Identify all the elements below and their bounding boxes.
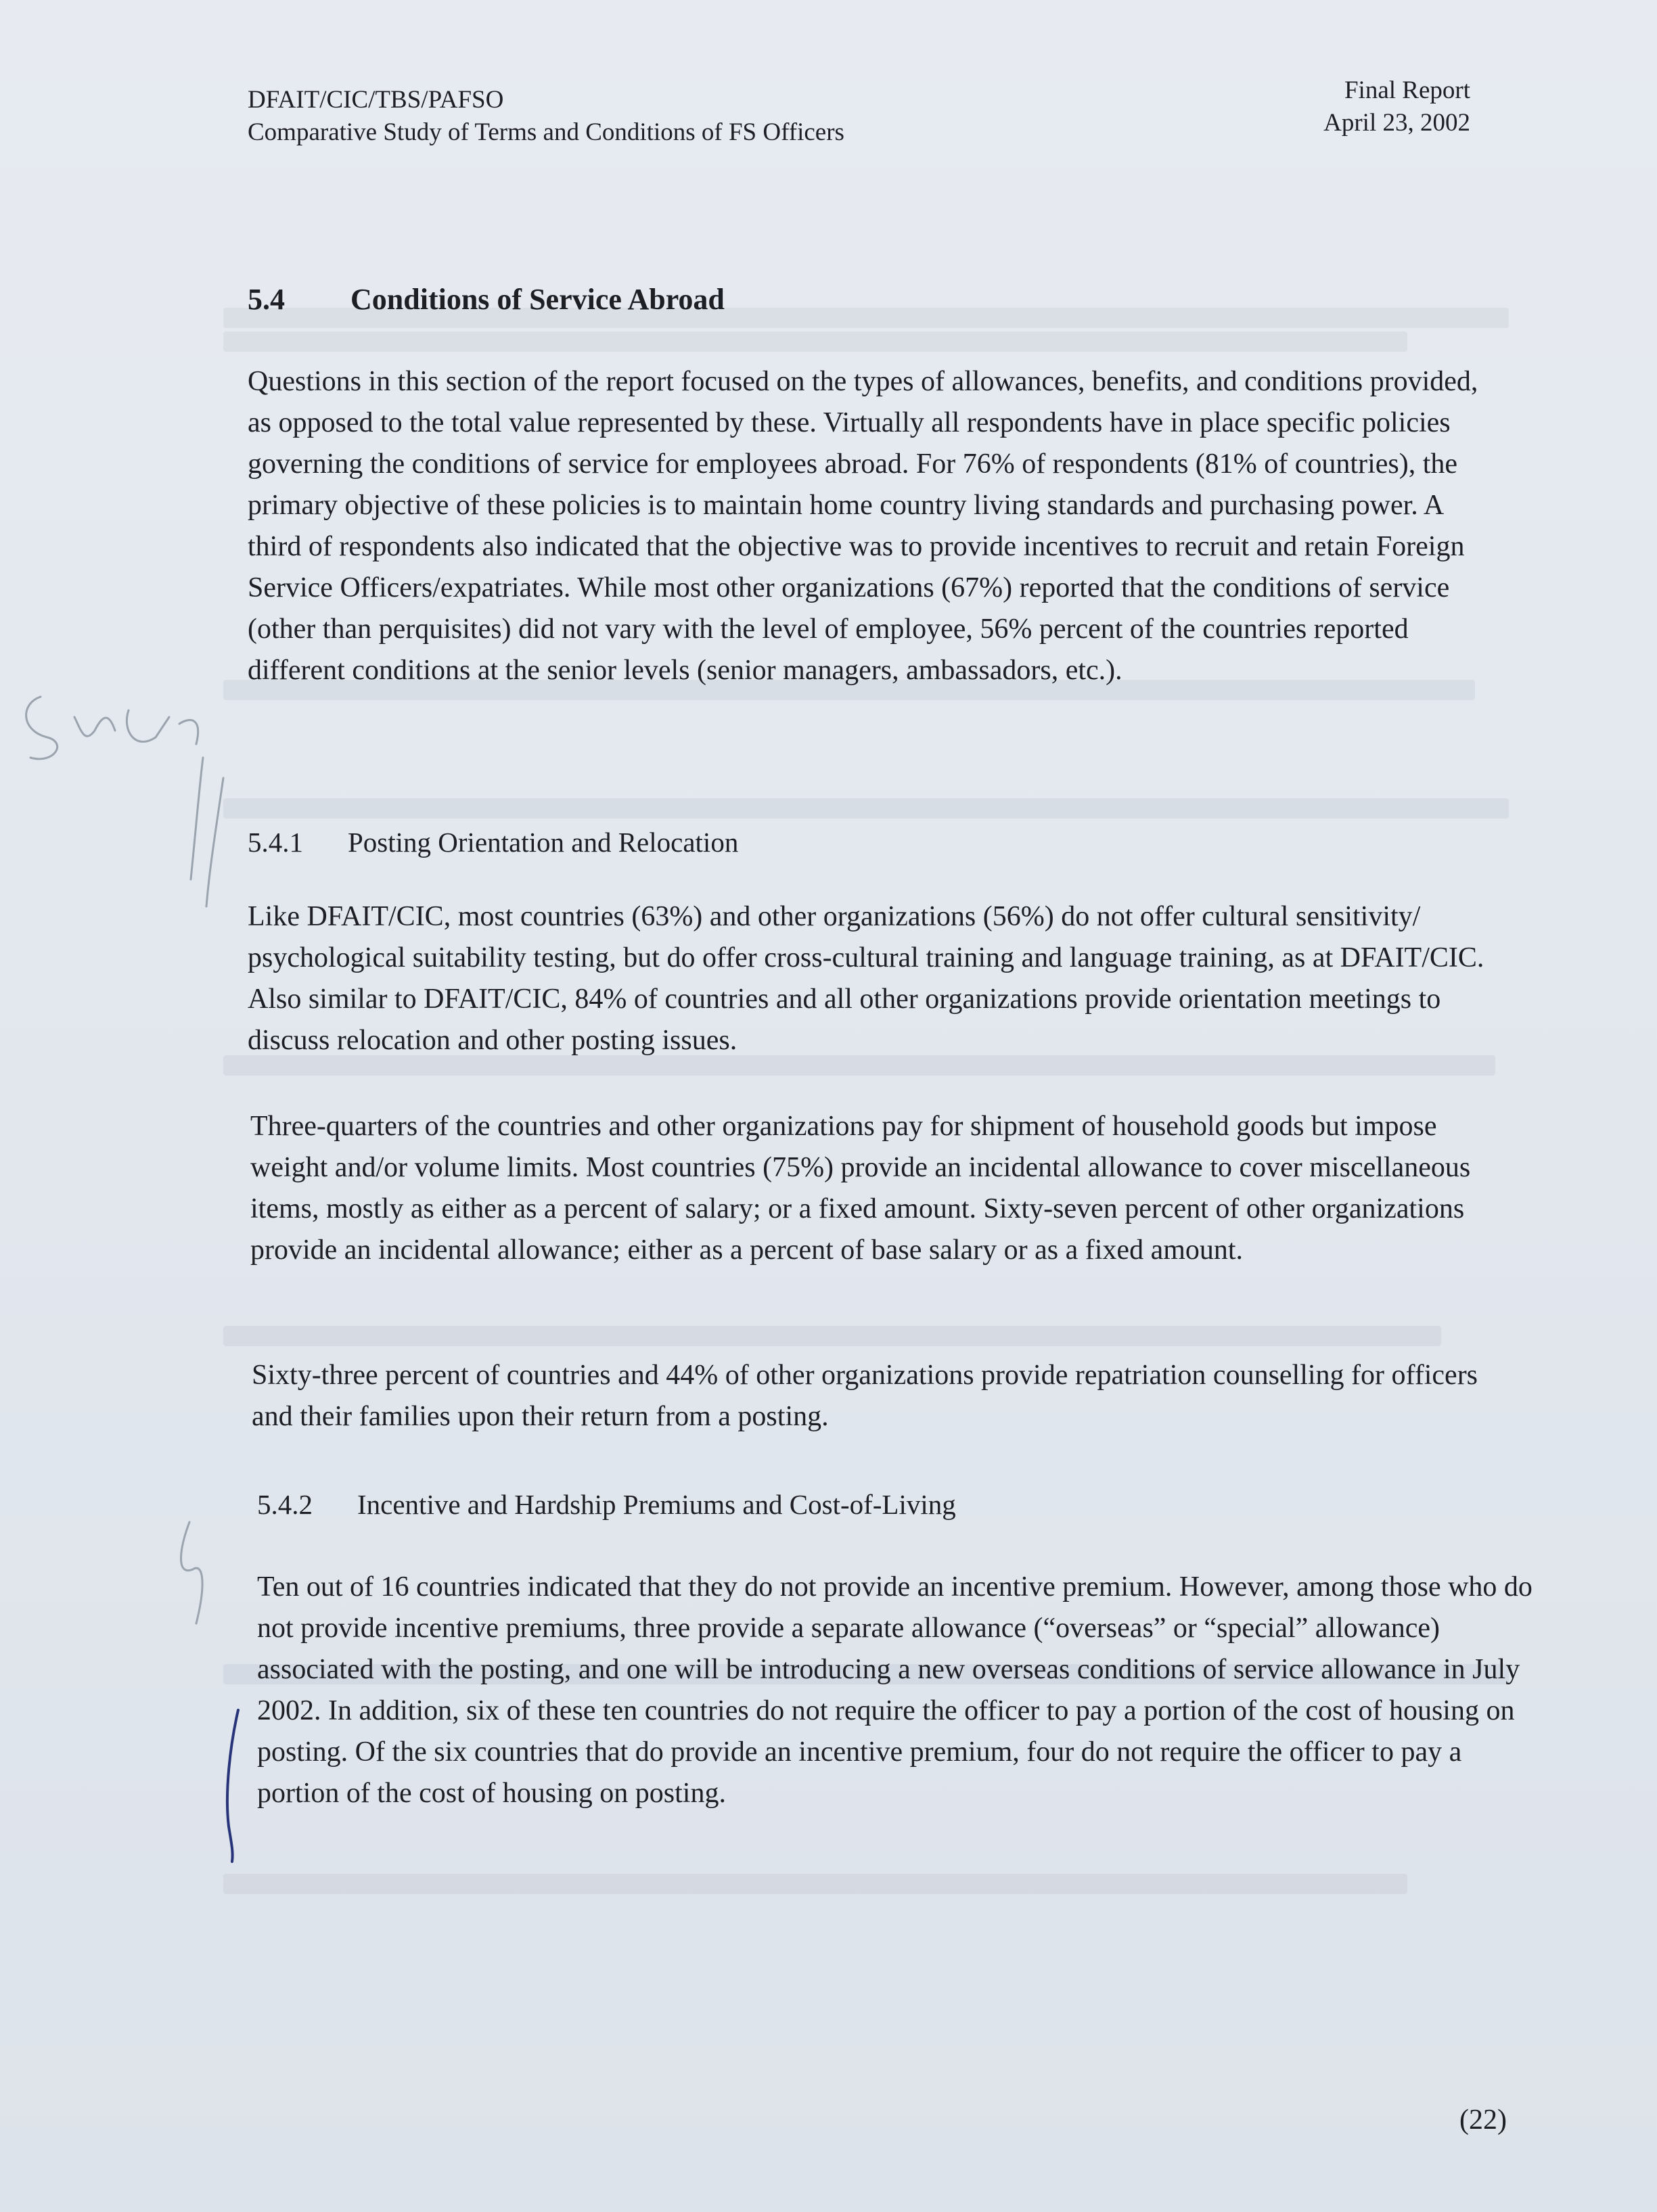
header-study: Comparative Study of Terms and Conditions of FS Officers	[248, 118, 844, 146]
body-paragraph: Ten out of 16 countries indicated that they do not provide an incentive premium. However, among those who do not provide incentive premiums, three provide a separate allowance (“overseas” or “special” allowance) associated with the posting, and one will be introducing a new overseas conditions of service allowance in July 2002. In addition, six of these ten countries do not require the officer to pay a portion of the cost of housing on posting. Of the six countries that do provide an incentive premium, four do not require the officer to pay a portion of the cost of housing on posting.	[257, 1571, 1533, 1809]
header-right	[1323, 74, 1470, 139]
subsection-heading	[257, 1487, 956, 1522]
header-org: DFAIT/CIC/TBS/PAFSO	[248, 86, 504, 114]
body-paragraph: Like DFAIT/CIC, most countries (63%) and other organizations (56%) do not offer cultural sensitivity/ psychological suitability testing, but do offer cross-cultural training and language training, as at DFAIT/CIC. Also similar to DFAIT/CIC, 84% of countries and all other organizations provide orientation meetings to discuss relocation and other posting issues.	[248, 901, 1484, 1056]
pencil-mark	[181, 1522, 203, 1623]
section-heading	[248, 281, 725, 319]
section-title: Conditions of Service Abroad	[350, 283, 725, 316]
pen-margin-line	[227, 1710, 238, 1862]
subsection-title: Incentive and Hardship Premiums and Cost-of-Living	[357, 1489, 956, 1520]
subsection-heading	[248, 825, 738, 860]
subsection-number: 5.4.2	[257, 1489, 313, 1520]
bleed-through-line	[223, 798, 1509, 819]
section-intro-paragraph: Questions in this section of the report focused on the types of allowances, benefits, and conditions provided, as opposed to the total value represented by these. Virtually all respondents have in place specific policies governing the conditions of service for employees abroad. For 76% of respondents (81% of countries), the primary objective of these policies is to maintain home country living standards and purchasing power. A third of respondents also indicated that the objective was to provide incentives to recruit and retain Foreign Service Officers/expatriates. While most other organizations (67%) reported that the conditions of service (other than perquisites) did not vary with the level of employee, 56% percent of the countries reported different conditions at the senior levels (senior managers, ambassadors, etc.).	[248, 366, 1478, 686]
body-paragraph: Three-quarters of the countries and other organizations pay for shipment of household goods but impose weight and/or volume limits. Most countries (75%) provide an incidental allowance to cover miscellaneous items, mostly as either as a percent of salary; or a fixed amount. Sixty-seven percent of other organizations provide an incidental allowance; either as a percent of base salary or as a fixed amount.	[250, 1111, 1471, 1266]
subsection-title: Posting Orientation and Relocation	[348, 827, 739, 858]
subsection-number: 5.4.1	[248, 827, 303, 858]
header-report: Final Report	[1344, 76, 1470, 104]
bleed-through-line	[223, 1326, 1441, 1346]
bleed-through-line	[223, 331, 1407, 352]
section-number: 5.4	[248, 283, 285, 316]
page-number: (22)	[1459, 2104, 1507, 2136]
pencil-scribble	[26, 697, 223, 906]
header-date: April 23, 2002	[1323, 109, 1470, 137]
body-paragraph: Sixty-three percent of countries and 44% of other organizations provide repatriation counselling for officers and their families upon their return from a posting.	[252, 1360, 1478, 1432]
bleed-through-line	[223, 1874, 1407, 1894]
header-left	[248, 84, 844, 149]
